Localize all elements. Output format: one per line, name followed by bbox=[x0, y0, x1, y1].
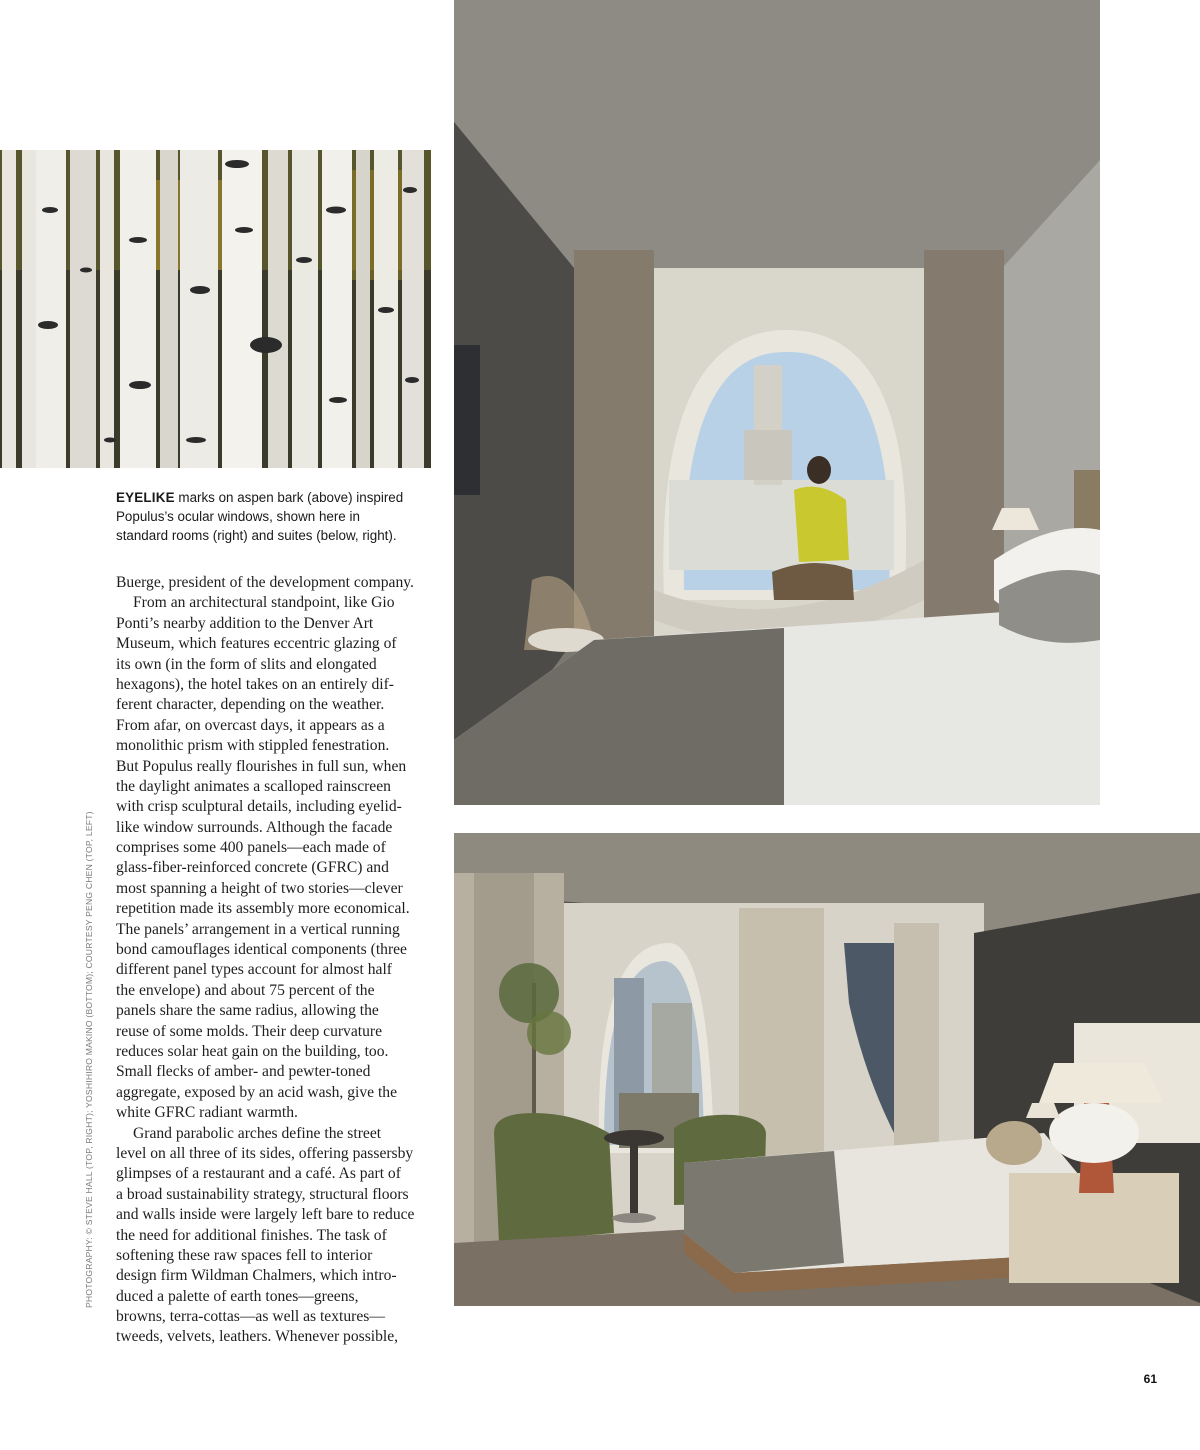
page-number: 61 bbox=[1143, 1372, 1157, 1386]
caption-line-1 bbox=[116, 488, 434, 507]
body-line: white GFRC radiant warmth. bbox=[116, 1104, 298, 1122]
caption-text-1: marks on aspen bark (above) inspired bbox=[174, 490, 404, 505]
photo-credit: PHOTOGRAPHY: © STEVE HALL (TOP, RIGHT); YOSHIHIRO MAKINO (BOTTOM); COURTESY PENG CHEN (TOP, LEFT) bbox=[84, 811, 94, 1308]
body-line: Buerge, president of the development company. bbox=[116, 574, 414, 591]
body-line: From an architectural standpoint, like Gio bbox=[133, 594, 395, 612]
body-line: the daylight animates a scalloped rainscreen bbox=[116, 777, 391, 795]
article-body bbox=[116, 573, 436, 1348]
body-line: the need for additional finishes. The task of bbox=[116, 1226, 387, 1244]
body-line: duced a palette of earth tones—greens, bbox=[116, 1287, 359, 1305]
body-line: The panels’ arrangement in a vertical running bbox=[116, 920, 400, 938]
body-line: repetition made its assembly more economical. bbox=[116, 900, 410, 918]
aspen-bark-photo bbox=[0, 150, 431, 468]
suite-photo bbox=[454, 833, 1200, 1306]
body-line: most spanning a height of two stories—clever bbox=[116, 879, 403, 897]
body-line: panels share the same radius, allowing the bbox=[116, 1002, 379, 1020]
photo-caption bbox=[116, 488, 434, 545]
body-line: tweeds, velvets, leathers. Whenever possible, bbox=[116, 1328, 399, 1346]
body-line: design firm Wildman Chalmers, which intro- bbox=[116, 1267, 397, 1285]
body-line: monolithic prism with stippled fenestration. bbox=[116, 737, 390, 755]
caption-lead: EYELIKE bbox=[116, 490, 175, 505]
caption-line-2: Populus’s ocular windows, shown here in bbox=[116, 509, 360, 524]
body-line: reuse of some molds. Their deep curvature bbox=[116, 1022, 383, 1040]
body-line: like window surrounds. Although the facade bbox=[116, 818, 393, 836]
body-line: with crisp sculptural details, including eyelid- bbox=[116, 798, 402, 816]
body-line: its own (in the form of slits and elongated bbox=[116, 655, 377, 673]
body-line: level on all three of its sides, offering passersby bbox=[116, 1144, 414, 1162]
body-line: reduces solar heat gain on the building, too. bbox=[116, 1042, 389, 1060]
body-line: comprises some 400 panels—each made of bbox=[116, 839, 386, 857]
body-line: Ponti’s nearby addition to the Denver Art bbox=[116, 614, 374, 632]
standard-room-photo bbox=[454, 0, 1100, 805]
body-line: the envelope) and about 75 percent of the bbox=[116, 981, 375, 999]
body-line: aggregate, exposed by an acid wash, give the bbox=[116, 1083, 398, 1101]
body-line: But Populus really flourishes in full sun, when bbox=[116, 757, 407, 775]
caption-line-3: standard rooms (right) and suites (below, right). bbox=[116, 528, 397, 543]
body-line: glimpses of a restaurant and a café. As part of bbox=[116, 1165, 401, 1183]
body-line: different panel types account for almost half bbox=[116, 961, 392, 979]
body-line: softening these raw spaces fell to interior bbox=[116, 1246, 373, 1264]
body-line: bond camouflages identical components (three bbox=[116, 941, 407, 959]
body-line: ferent character, depending on the weather. bbox=[116, 696, 385, 714]
body-line: glass-fiber-reinforced concrete (GFRC) and bbox=[116, 859, 389, 877]
body-line: browns, terra-cottas—as well as textures— bbox=[116, 1308, 385, 1326]
body-line: Grand parabolic arches define the street bbox=[133, 1124, 382, 1142]
body-line: Small flecks of amber- and pewter-toned bbox=[116, 1063, 371, 1081]
body-line: From afar, on overcast days, it appears as a bbox=[116, 716, 385, 734]
body-line: a broad sustainability strategy, structural floors bbox=[116, 1185, 409, 1203]
body-line: and walls inside were largely left bare to reduce bbox=[116, 1206, 415, 1224]
body-line: hexagons), the hotel takes on an entirely dif- bbox=[116, 675, 394, 693]
body-line: Museum, which features eccentric glazing of bbox=[116, 635, 397, 653]
